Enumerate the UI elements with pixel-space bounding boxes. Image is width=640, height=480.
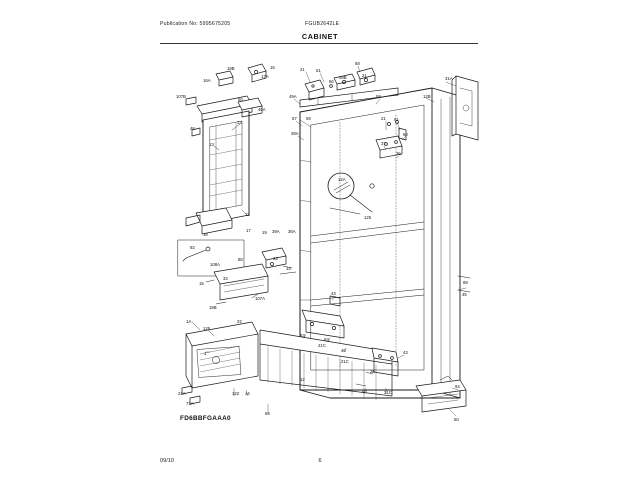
callout-56: 56 bbox=[329, 79, 334, 84]
callout-21a: 21A bbox=[178, 391, 186, 396]
callout-43: 43 bbox=[403, 350, 408, 355]
callout-60: 60 bbox=[403, 132, 408, 137]
callout-71a: 71A bbox=[186, 401, 194, 406]
callout-12a: 12A bbox=[338, 177, 346, 182]
callout-16: 16 bbox=[270, 65, 275, 70]
callout-12b: 12B bbox=[423, 94, 431, 99]
callout-21c: 21C bbox=[341, 359, 349, 364]
callout-58: 58 bbox=[355, 61, 360, 66]
callout-22: 22 bbox=[237, 319, 242, 324]
callout-64: 64 bbox=[265, 411, 270, 416]
callout-36a: 36A bbox=[288, 229, 296, 234]
callout-49a: 49A bbox=[289, 94, 297, 99]
callout-48: 48 bbox=[190, 126, 195, 131]
callout-48b: 48B bbox=[339, 75, 347, 80]
callout-18b: 18B bbox=[227, 66, 235, 71]
callout-26: 26 bbox=[370, 369, 375, 374]
callout-17a: 17A bbox=[261, 74, 269, 79]
callout-14: 14 bbox=[286, 266, 291, 271]
callout-33: 33 bbox=[223, 276, 228, 281]
callout-17: 17 bbox=[246, 228, 251, 233]
publication-number: Publication No: 5995675205 bbox=[160, 21, 231, 27]
callout-89: 89 bbox=[463, 280, 468, 285]
callout-108a: 108A bbox=[210, 262, 221, 267]
callout-1a: 1A bbox=[186, 319, 192, 324]
callout-59: 59 bbox=[306, 116, 311, 121]
callout-1: 1 bbox=[204, 351, 207, 356]
callout-39a: 39A bbox=[272, 229, 280, 234]
callout-15: 15 bbox=[199, 281, 204, 286]
callout-107a: 107A bbox=[255, 296, 266, 301]
callout-13: 13 bbox=[209, 142, 214, 147]
callout-21c: 21C bbox=[318, 343, 326, 348]
callout-43: 43 bbox=[331, 291, 336, 296]
callout-61: 61 bbox=[394, 117, 399, 122]
part-number-label: FD6BBFGAAA0 bbox=[180, 415, 231, 422]
callout-23: 23 bbox=[273, 256, 278, 261]
callout-63: 63 bbox=[362, 389, 367, 394]
callout-21: 21 bbox=[300, 67, 305, 72]
callout-19: 19 bbox=[262, 230, 267, 235]
callout-16a: 16A bbox=[203, 78, 211, 83]
callout-122: 122 bbox=[232, 391, 240, 396]
callout-92: 92 bbox=[190, 245, 195, 250]
callout-125: 125 bbox=[203, 326, 211, 331]
callout-94: 94 bbox=[455, 384, 460, 389]
callout-61: 61 bbox=[316, 68, 321, 73]
callout-44: 44 bbox=[245, 391, 250, 396]
model-number: FGUB2642LE bbox=[305, 21, 340, 27]
callout-50: 50 bbox=[238, 97, 243, 102]
callout-13: 13 bbox=[237, 120, 242, 125]
callout-21: 21 bbox=[362, 73, 367, 78]
callout-88: 88 bbox=[238, 257, 243, 262]
callout-21c: 21C bbox=[384, 390, 392, 395]
callout-31a: 31A bbox=[445, 76, 453, 81]
callout-107b: 107B bbox=[176, 94, 187, 99]
callout-63: 63 bbox=[324, 337, 329, 342]
callout-38a: 38A bbox=[291, 131, 299, 136]
callout-58: 58 bbox=[376, 94, 381, 99]
callout-37: 37 bbox=[381, 141, 386, 146]
callout-45: 45 bbox=[462, 292, 467, 297]
page-title: CABINET bbox=[301, 32, 339, 41]
callout-13: 13 bbox=[245, 212, 250, 217]
callout-18: 18 bbox=[203, 232, 208, 237]
footer-page-number: 6 bbox=[318, 458, 322, 464]
callout-63: 63 bbox=[300, 333, 305, 338]
callout-57: 57 bbox=[292, 116, 297, 121]
callout-36: 36 bbox=[396, 151, 401, 156]
callout-12: 12 bbox=[300, 377, 305, 382]
callout-50: 50 bbox=[454, 417, 459, 422]
callout-18b: 18B bbox=[209, 305, 217, 310]
callout-125: 125 bbox=[364, 215, 372, 220]
callout-46a: 46A bbox=[258, 107, 266, 112]
footer-date: 09/10 bbox=[160, 458, 174, 464]
callout-21: 21 bbox=[381, 116, 386, 121]
callout-40: 40 bbox=[341, 348, 346, 353]
